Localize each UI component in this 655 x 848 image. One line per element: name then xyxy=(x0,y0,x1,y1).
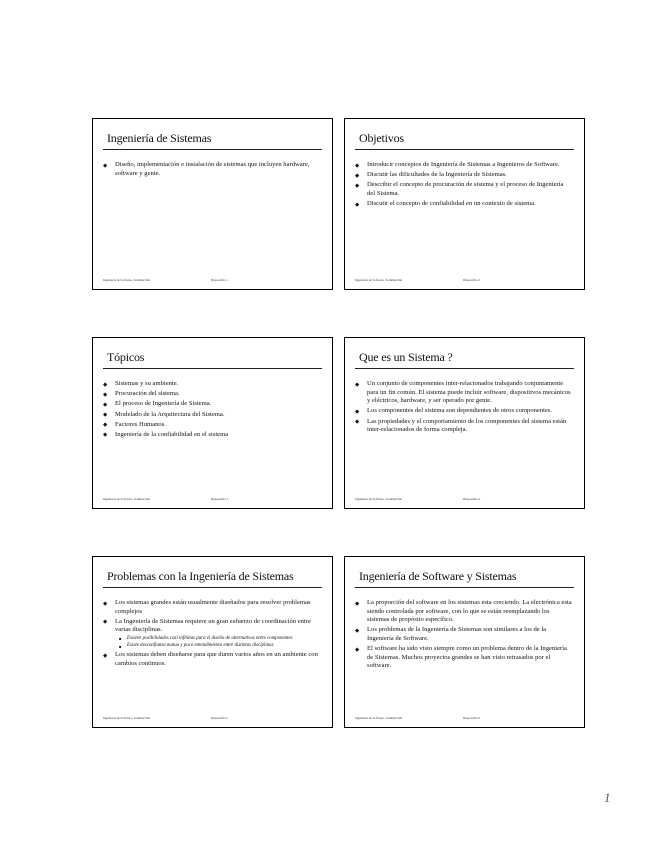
bullet-item xyxy=(103,380,320,389)
square-bullet-icon: ■ xyxy=(119,636,122,642)
bullet-item xyxy=(103,390,320,399)
bullet-list xyxy=(103,380,320,441)
diamond-bullet-icon: ◆ xyxy=(355,381,360,388)
slide-footer-source: Ingeniería de Software, Sommerville xyxy=(103,278,151,282)
bullet-text: Discutir las dificultades de la Ingeniería de Sistemas. xyxy=(367,171,507,179)
diamond-bullet-icon: ◆ xyxy=(355,600,360,607)
bullet-text: Los sistemas grandes están usualmente diseñados para resolver problemas complejos xyxy=(115,599,311,615)
bullet-list xyxy=(355,161,572,210)
bullet-text: Diseño, implementación e instalación de sistemas que incluyen hardware, software y gente. xyxy=(115,161,310,177)
square-bullet-icon: ■ xyxy=(119,643,122,649)
bullet-text: Los sistemas deben diseñarse para que duren varios años en un ambiente con cambios continuos. xyxy=(115,651,318,667)
slide-footer-number: Diapositiva 6 xyxy=(463,716,481,720)
title-divider xyxy=(103,149,322,150)
slide-thumbnail xyxy=(92,118,333,290)
bullet-text: Procuración del sistema. xyxy=(115,390,180,398)
diamond-bullet-icon: ◆ xyxy=(103,422,108,429)
bullet-item xyxy=(103,599,320,616)
bullet-item xyxy=(355,171,572,180)
diamond-bullet-icon: ◆ xyxy=(355,182,360,189)
slide-title: Objetivos xyxy=(359,131,404,145)
diamond-bullet-icon: ◆ xyxy=(103,412,108,419)
bullet-item xyxy=(103,421,320,430)
slide-footer-number: Diapositiva 3 xyxy=(211,497,229,501)
sub-bullet-item xyxy=(119,643,320,649)
title-divider xyxy=(103,368,322,369)
bullet-text: Los problemas de la Ingeniería de Sistemas son similares a los de la Ingeniería de Software. xyxy=(367,626,547,642)
slide-title: Ingeniería de Sistemas xyxy=(107,131,212,145)
bullet-text: Las propiedades y el comportamiento de los componentes del sistema están inter-relacionados de forma compleja. xyxy=(367,417,567,434)
slide-thumbnail xyxy=(344,337,585,509)
slide-footer-source: Ingeniería de Software, Sommerville xyxy=(103,716,151,720)
sub-bullet-text: Existe desconfianza mutua y poco entendimiento entre distintas disciplinas xyxy=(127,643,274,649)
bullet-list xyxy=(355,599,572,673)
bullet-text: Discutir el concepto de confiabilidad en un contexto de sistema. xyxy=(367,200,536,208)
bullet-text: Un conjunto de componentes inter-relacionados trabajando conjuntamente para un fin común. El sistema puede incluir software, dispositivos mecánicos y eléctricos, hardware, y ser operado por gente. xyxy=(367,380,571,405)
slide-title: Que es un Sistema ? xyxy=(359,350,453,364)
bullet-item xyxy=(103,431,320,440)
sub-bullet-text: Existen posibilidades casi infinitas para el diseño de alternativas entre componentes xyxy=(127,635,293,641)
slide-footer-source: Ingeniería de Software, Sommerville xyxy=(103,497,151,501)
slide-footer-number: Diapositiva 4 xyxy=(463,497,481,501)
bullet-item xyxy=(103,618,320,650)
bullet-text: Describir el concepto de procuración de sistema y el proceso de Ingeniería del Sistema. xyxy=(367,181,564,197)
bullet-text: Ingeniería de la confiabilidad en el sistema xyxy=(115,430,229,438)
bullet-text: Modelado de la Arquitectura del Sistema. xyxy=(115,410,225,418)
bullet-list xyxy=(103,599,320,670)
page-number: 1 xyxy=(604,790,611,805)
bullet-item xyxy=(103,161,320,178)
bullet-item xyxy=(355,645,572,671)
bullet-list xyxy=(103,161,320,180)
bullet-item xyxy=(355,200,572,209)
bullet-item xyxy=(355,418,572,435)
bullet-text: Factores Humanos. xyxy=(115,420,166,428)
slide-footer-source: Ingeniería de Software, Sommerville xyxy=(355,716,403,720)
title-divider xyxy=(355,149,574,150)
bullet-text: El proceso de Ingeniería de Sistema. xyxy=(115,400,212,408)
slide-footer-source: Ingeniería de Software, Sommerville xyxy=(355,497,403,501)
diamond-bullet-icon: ◆ xyxy=(355,646,360,653)
slide-title: Ingeniería de Software y Sistemas xyxy=(359,569,517,583)
slide-footer-number: Diapositiva 1 xyxy=(211,278,229,282)
bullet-text: Sistemas y su ambiente. xyxy=(115,380,179,387)
bullet-text: El software ha sido visto siempre como un problema dentro de la Ingeniería de Sistemas. Muchos proyectos grandes se han visto retrasados por el software. xyxy=(367,645,567,670)
bullet-item xyxy=(355,161,572,170)
diamond-bullet-icon: ◆ xyxy=(103,600,108,607)
diamond-bullet-icon: ◆ xyxy=(103,432,108,439)
bullet-item xyxy=(355,407,572,416)
bullet-text: Los componentes del sistema son dependientes de otros componentes. xyxy=(367,407,553,415)
bullet-text: La Ingeniería de Sistemas requiere un gran esfuerzo de coordinación entre varias disciplinas. xyxy=(115,617,311,634)
bullet-item xyxy=(355,380,572,406)
diamond-bullet-icon: ◆ xyxy=(103,162,108,169)
slide-footer-number: Diapositiva 5 xyxy=(211,716,229,720)
diamond-bullet-icon: ◆ xyxy=(355,408,360,415)
bullet-item xyxy=(355,599,572,625)
slide-title: Problemas con la Ingeniería de Sistemas xyxy=(107,569,294,583)
bullet-item xyxy=(355,181,572,198)
slide-thumbnail xyxy=(344,118,585,290)
diamond-bullet-icon: ◆ xyxy=(103,619,108,626)
sub-bullet-item xyxy=(119,636,320,642)
bullet-text: Introducir conceptos de Ingeniería de Sistemas a Ingenieros de Software. xyxy=(367,161,560,168)
diamond-bullet-icon: ◆ xyxy=(103,401,108,408)
title-divider xyxy=(355,368,574,369)
slide-thumbnail xyxy=(92,556,333,728)
slide-thumbnail xyxy=(344,556,585,728)
title-divider xyxy=(355,587,574,588)
sub-bullet-list xyxy=(119,636,320,650)
bullet-item xyxy=(103,411,320,420)
slide-footer-source: Ingeniería de Software, Sommerville xyxy=(355,278,403,282)
slide-footer-number: Diapositiva 2 xyxy=(463,278,481,282)
slide-thumbnail xyxy=(92,337,333,509)
diamond-bullet-icon: ◆ xyxy=(355,419,360,426)
diamond-bullet-icon: ◆ xyxy=(103,652,108,659)
bullet-item xyxy=(103,651,320,668)
slide-title: Tópicos xyxy=(107,350,145,364)
bullet-item xyxy=(103,400,320,409)
diamond-bullet-icon: ◆ xyxy=(355,172,360,179)
bullet-list xyxy=(355,380,572,436)
diamond-bullet-icon: ◆ xyxy=(103,391,108,398)
diamond-bullet-icon: ◆ xyxy=(103,381,108,388)
diamond-bullet-icon: ◆ xyxy=(355,627,360,634)
bullet-text: La proporción del software en los sistemas esta creciendo. La electrónica esta siendo controlada por software, con lo que se están reemplazando los sistemas de propósito específico. xyxy=(367,599,572,624)
bullet-item xyxy=(355,626,572,643)
diamond-bullet-icon: ◆ xyxy=(355,201,360,208)
title-divider xyxy=(103,587,322,588)
diamond-bullet-icon: ◆ xyxy=(355,162,360,169)
